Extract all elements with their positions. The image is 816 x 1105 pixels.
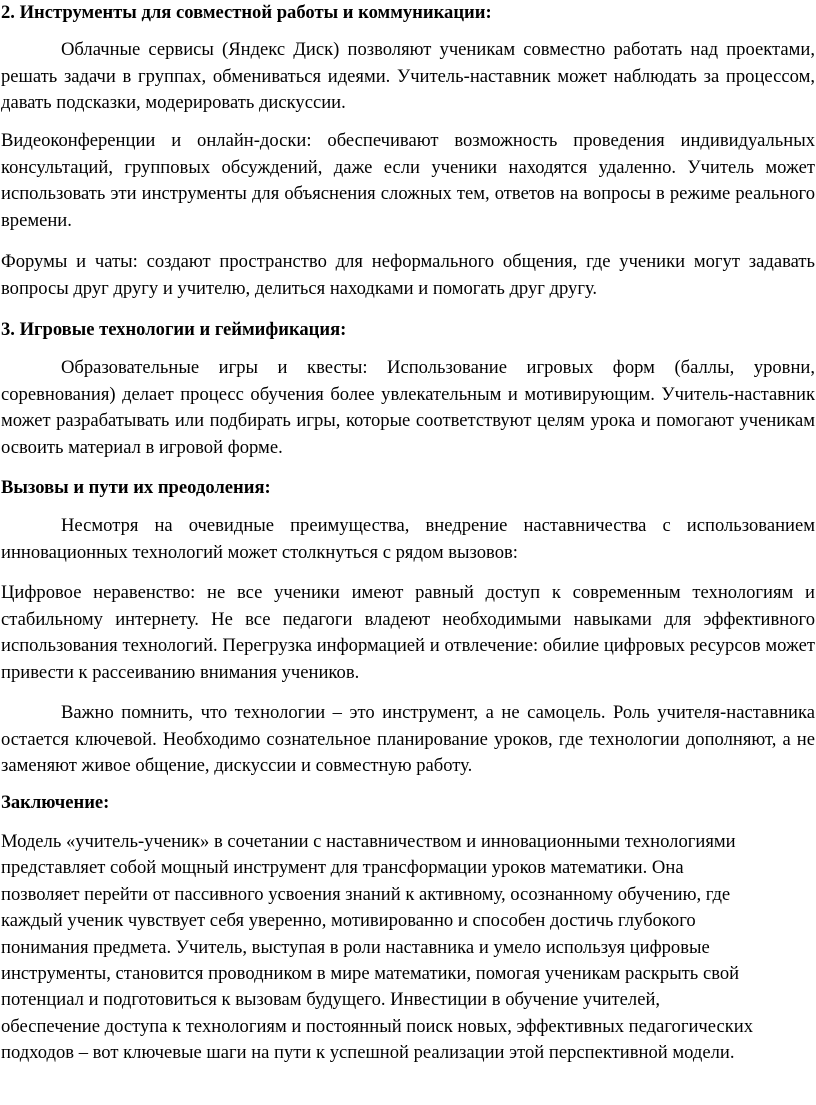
paragraph-important-note: Важно помнить, что технологии – это инструмент, а не самоцель. Роль учителя-наставника остается ключевой. Необходимо сознательное планирование уроков, где технологии дополняют, а не заменяют живое общение, дискуссии и совместную работу. <box>1 702 815 777</box>
heading-conclusion: Заключение: <box>1 792 110 813</box>
paragraph-digital-inequality: Цифровое неравенство: не все ученики имеют равный доступ к современным технологиям и стабильному интернету. Не все педагоги владеют необходимыми навыками для эффективного использования технологий. Перегрузка информацией и отвлечение: обилие цифровых ресурсов может привести к рассеиванию внимания учеников. <box>1 582 815 684</box>
heading-challenges: Вызовы и пути их преодоления: <box>1 477 271 498</box>
heading-game-technologies: 3. Игровые технологии и геймификация: <box>1 319 347 340</box>
paragraph-challenges-intro: Несмотря на очевидные преимущества, внедрение наставничества с использованием инновационных технологий может столкнуться с рядом вызовов: <box>1 515 815 563</box>
paragraph-cloud-services: Облачные сервисы (Яндекс Диск) позволяют ученикам совместно работать над проектами, решать задачи в группах, обмениваться идеями. Учитель-наставник может наблюдать за процессом, давать подсказки, модерировать дискуссии. <box>1 39 815 114</box>
paragraph-video-conferences: Видеоконференции и онлайн-доски: обеспечивают возможность проведения индивидуальных консультаций, групповых обсуждений, даже если ученики находятся удаленно. Учитель может использовать эти инструменты для объяснения сложных тем, ответов на вопросы в режиме реального времени. <box>1 130 815 232</box>
paragraph-educational-games: Образовательные игры и квесты: Использование игровых форм (баллы, уровни, соревнования) делает процесс обучения более увлекательным и мотивирующим. Учитель-наставник может разрабатывать или подбирать игры, которые соответствуют целям урока и помогают ученикам освоить материал в игровой форме. <box>1 357 815 459</box>
paragraph-conclusion: Модель «учитель-ученик» в сочетании с наставничеством и инновационными технологиями представляет собой мощный инструмент для трансформации уроков математики. Она позволяет перейти от пассивного усвоения знаний к активному, осознанному обучению, где каждый ученик чувствует себя уверенно, мотивированно и способен достичь глубокого понимания предмета. Учитель, выступая в роли наставника и умело используя цифровые инструменты, становится проводником в мире математики, помогая ученикам раскрыть свой потенциал и подготовиться к вызовам будущего. Инвестиции в обучение учителей, обеспечение доступа к технологиям и постоянный поиск новых, эффективных педагогических подходов – вот ключевые шаги на пути к успешной реализации этой перспективной модели. <box>1 831 753 1064</box>
heading-collaboration-tools: 2. Инструменты для совместной работы и коммуникации: <box>1 2 492 23</box>
paragraph-forums-chats: Форумы и чаты: создают пространство для неформального общения, где ученики могут задавать вопросы друг другу и учителю, делиться находками и помогать друг другу. <box>1 251 815 299</box>
